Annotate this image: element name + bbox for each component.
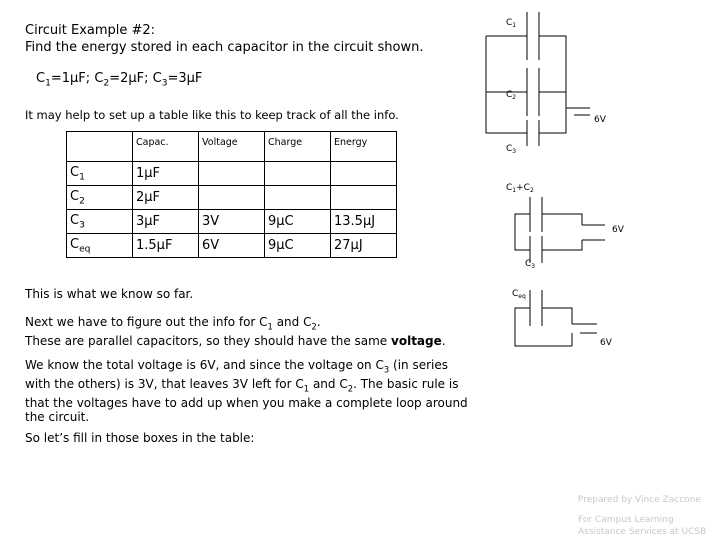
table-header-voltage: Voltage <box>199 132 265 162</box>
c3-label: $C_3$ <box>506 144 517 155</box>
circuit-equivalent <box>515 290 597 346</box>
table-header-energy: Energy <box>331 132 397 162</box>
ceq-label: $C_{eq}$ <box>512 289 526 300</box>
cell-voltage: 3V <box>199 210 265 234</box>
credit-author: Prepared by Vince Zaccone <box>578 495 701 505</box>
given-values: $C_1=1\mu F$; $C_2=2\mu F$; $C_3=3\mu F$ <box>36 71 203 89</box>
table-header-capac: Capac. <box>133 132 199 162</box>
title-line-1: Circuit Example #2: <box>25 23 156 38</box>
paragraph-so-far: This is what we know so far. <box>25 287 194 301</box>
circuit-combined <box>515 197 605 263</box>
voltage-label: 6V <box>594 115 606 125</box>
title-line-2: Find the energy stored in each capacitor in the circuit shown. <box>25 40 424 55</box>
c3-label-2: $C_3$ <box>525 259 536 270</box>
cell-capac: 3µF <box>133 210 199 234</box>
paragraph-voltage-rule: We know the total voltage is 6V, and since the voltage on $C_3$ (in series with the others) is 3V, that leaves 3V left for $C_1$ and $C_2$. The basic rule is that the voltages have to add up when you make a complete loop around the circuit. <box>25 358 468 425</box>
paragraph-fill-in: So let’s fill in those boxes in the table: <box>25 431 255 445</box>
row-name: $C_1$ <box>67 162 133 186</box>
voltage-label-3: 6V <box>600 338 612 348</box>
cell-capac: 2µF <box>133 186 199 210</box>
credit-affiliation: For Campus Learning Assistance Services at UCSB <box>578 515 707 537</box>
table-header-charge: Charge <box>265 132 331 162</box>
cell-charge: 9µC <box>265 234 331 258</box>
paragraph-next: Next we have to figure out the info for $C_1$ and $C_2$. These are parallel capacitors, so they should have the same voltage. <box>25 315 446 348</box>
cell-capac: 1.5µF <box>133 234 199 258</box>
circuit-original <box>486 12 590 146</box>
c1-label: $C_1$ <box>506 18 517 29</box>
cell-energy: 27µJ <box>331 234 397 258</box>
row-name: $C_3$ <box>67 210 133 234</box>
cell-charge: 9µC <box>265 210 331 234</box>
c2-label: $C_2$ <box>506 90 517 101</box>
voltage-label-2: 6V <box>612 225 624 235</box>
row-name: $C_2$ <box>67 186 133 210</box>
c12-label: $C_1+C_2$ <box>506 183 534 194</box>
row-name: $C_{eq}$ <box>67 234 133 258</box>
cell-capac: 1µF <box>133 162 199 186</box>
hint-text: It may help to set up a table like this to keep track of all the info. <box>25 108 399 122</box>
cell-voltage: 6V <box>199 234 265 258</box>
cell-energy: 13.5µJ <box>331 210 397 234</box>
